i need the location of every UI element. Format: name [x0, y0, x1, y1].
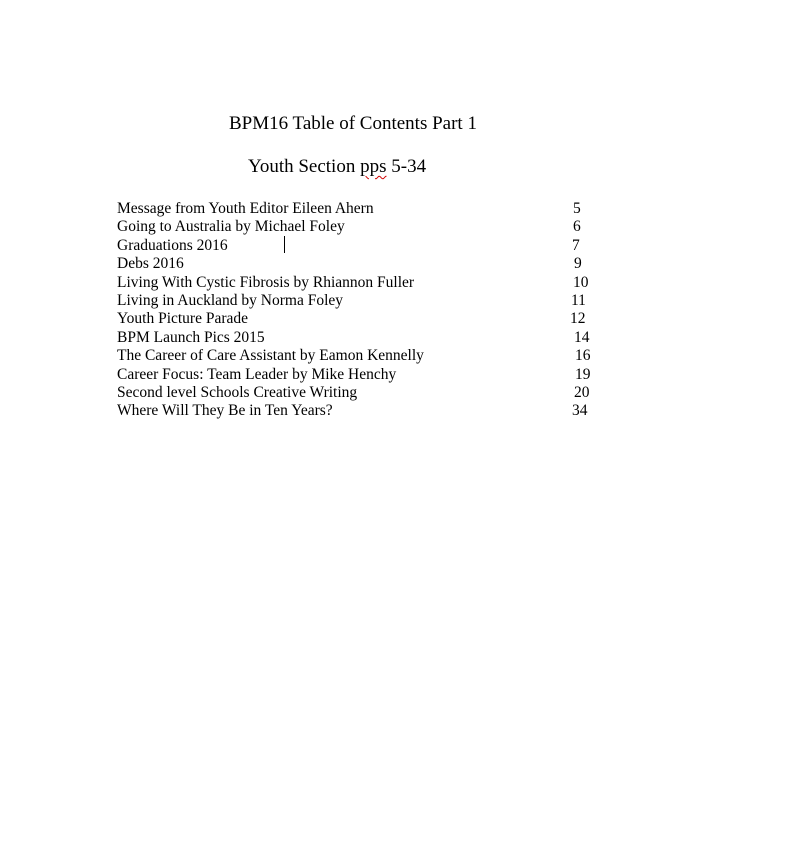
- toc-entry-title: Message from Youth Editor Eileen Ahern: [117, 200, 374, 217]
- toc-entry-title: Second level Schools Creative Writing: [117, 383, 358, 401]
- document-title: BPM16 Table of Contents Part 1: [229, 113, 477, 134]
- toc-entry: [117, 218, 597, 236]
- toc-entry-page: 6: [573, 218, 581, 236]
- toc-entry-title: Career Focus: Team Leader by Mike Henchy: [117, 365, 397, 383]
- misspelled-word[interactable]: pps: [360, 156, 387, 177]
- toc-entry: [117, 310, 597, 328]
- toc-entry-page: 5: [573, 200, 581, 217]
- toc-entry: [117, 255, 597, 273]
- toc-entry: [117, 237, 597, 255]
- toc-entry-page: 10: [573, 273, 589, 291]
- table-of-contents: [117, 200, 597, 421]
- toc-entry-title: Youth Picture Parade: [117, 310, 249, 328]
- toc-entry: [117, 200, 597, 218]
- toc-entry: [117, 384, 597, 402]
- toc-entry: [117, 347, 597, 365]
- toc-entry: [117, 274, 597, 292]
- toc-entry-page: 14: [574, 328, 590, 346]
- subtitle-prefix: Youth Section: [248, 156, 361, 177]
- toc-entry-title: Graduations 2016: [117, 236, 228, 254]
- toc-entry-page: 19: [575, 365, 591, 383]
- toc-entry-title: Where Will They Be in Ten Years?: [117, 402, 333, 420]
- toc-entry-page: 7: [572, 236, 580, 254]
- toc-entry: [117, 329, 597, 347]
- toc-entry-page: 12: [570, 310, 586, 328]
- toc-entry: [117, 366, 597, 384]
- toc-entry-title: The Career of Care Assistant by Eamon Kennelly: [117, 347, 424, 365]
- toc-entry-title: BPM Launch Pics 2015: [117, 328, 265, 346]
- toc-entry-title: Living in Auckland by Norma Foley: [117, 291, 344, 309]
- toc-entry-title: Going to Australia by Michael Foley: [117, 218, 345, 236]
- toc-entry-page: 34: [572, 402, 588, 420]
- toc-entry-page: 16: [575, 347, 591, 365]
- toc-entry-page: 11: [571, 291, 586, 309]
- toc-entry-page: 9: [574, 255, 582, 273]
- toc-entry-title: Living With Cystic Fibrosis by Rhiannon Fuller: [117, 273, 415, 291]
- toc-entry: [117, 292, 597, 310]
- toc-entry-page: 20: [574, 383, 590, 401]
- subtitle-suffix: 5-34: [386, 156, 427, 177]
- toc-entry-title: Debs 2016: [117, 255, 184, 273]
- toc-entry: [117, 402, 597, 420]
- text-cursor: [284, 236, 285, 253]
- section-subtitle: [248, 156, 426, 178]
